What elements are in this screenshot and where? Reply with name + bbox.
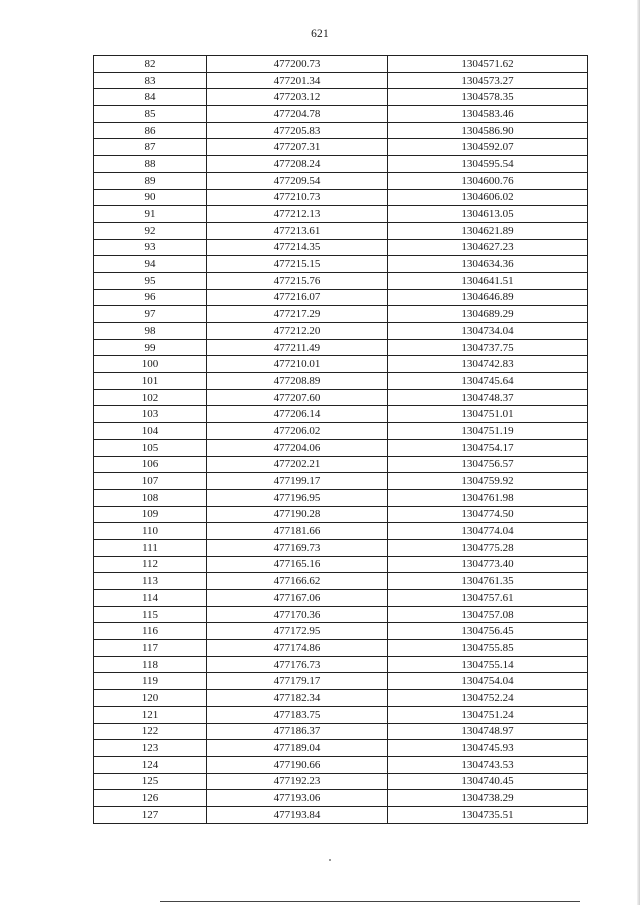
point-number-cell: 86 [94,122,207,139]
table-row [94,373,588,390]
y-coordinate-cell: 1304613.05 [388,206,588,223]
point-number-cell: 123 [94,740,207,757]
y-coordinate-cell: 1304600.76 [388,172,588,189]
y-coordinate-cell: 1304756.57 [388,456,588,473]
y-coordinate-cell: 1304595.54 [388,156,588,173]
x-coordinate-cell: 477205.83 [207,122,388,139]
y-coordinate-cell: 1304748.37 [388,389,588,406]
x-coordinate-cell: 477215.76 [207,272,388,289]
x-coordinate-cell: 477189.04 [207,740,388,757]
point-number-cell: 114 [94,590,207,607]
y-coordinate-cell: 1304754.04 [388,673,588,690]
point-number-cell: 100 [94,356,207,373]
table-row [94,573,588,590]
y-coordinate-cell: 1304573.27 [388,72,588,89]
y-coordinate-cell: 1304756.45 [388,623,588,640]
table-row [94,523,588,540]
table-row [94,673,588,690]
y-coordinate-cell: 1304761.98 [388,489,588,506]
point-number-cell: 97 [94,306,207,323]
x-coordinate-cell: 477212.13 [207,206,388,223]
y-coordinate-cell: 1304759.92 [388,473,588,490]
y-coordinate-cell: 1304752.24 [388,690,588,707]
point-number-cell: 113 [94,573,207,590]
x-coordinate-cell: 477208.89 [207,373,388,390]
table-row [94,606,588,623]
point-number-cell: 118 [94,656,207,673]
point-number-cell: 85 [94,106,207,123]
x-coordinate-cell: 477203.12 [207,89,388,106]
x-coordinate-cell: 477186.37 [207,723,388,740]
table-row [94,623,588,640]
y-coordinate-cell: 1304775.28 [388,539,588,556]
table-row [94,356,588,373]
x-coordinate-cell: 477204.06 [207,439,388,456]
point-number-cell: 90 [94,189,207,206]
table-row [94,790,588,807]
table-row [94,389,588,406]
x-coordinate-cell: 477214.35 [207,239,388,256]
x-coordinate-cell: 477210.73 [207,189,388,206]
x-coordinate-cell: 477217.29 [207,306,388,323]
table-row [94,740,588,757]
x-coordinate-cell: 477215.15 [207,256,388,273]
y-coordinate-cell: 1304606.02 [388,189,588,206]
x-coordinate-cell: 477193.06 [207,790,388,807]
x-coordinate-cell: 477166.62 [207,573,388,590]
y-coordinate-cell: 1304571.62 [388,56,588,73]
y-coordinate-cell: 1304592.07 [388,139,588,156]
table-row [94,72,588,89]
table-row [94,473,588,490]
x-coordinate-cell: 477181.66 [207,523,388,540]
x-coordinate-cell: 477190.28 [207,506,388,523]
table-row [94,156,588,173]
y-coordinate-cell: 1304745.64 [388,373,588,390]
table-row [94,323,588,340]
page-number: 621 [311,28,329,40]
table-row [94,56,588,73]
y-coordinate-cell: 1304755.85 [388,640,588,657]
point-number-cell: 88 [94,156,207,173]
point-number-cell: 120 [94,690,207,707]
y-coordinate-cell: 1304735.51 [388,806,588,823]
point-number-cell: 106 [94,456,207,473]
point-number-cell: 83 [94,72,207,89]
x-coordinate-cell: 477204.78 [207,106,388,123]
table-row [94,189,588,206]
table-row [94,506,588,523]
table-row [94,640,588,657]
y-coordinate-cell: 1304586.90 [388,122,588,139]
y-coordinate-cell: 1304646.89 [388,289,588,306]
x-coordinate-cell: 477179.17 [207,673,388,690]
x-coordinate-cell: 477201.34 [207,72,388,89]
table-row [94,106,588,123]
x-coordinate-cell: 477206.02 [207,423,388,440]
point-number-cell: 82 [94,56,207,73]
table-row [94,139,588,156]
bottom-edge-line [160,901,580,902]
y-coordinate-cell: 1304751.19 [388,423,588,440]
x-coordinate-cell: 477176.73 [207,656,388,673]
table-row [94,172,588,189]
y-coordinate-cell: 1304757.08 [388,606,588,623]
y-coordinate-cell: 1304738.29 [388,790,588,807]
point-number-cell: 95 [94,272,207,289]
table-row [94,756,588,773]
x-coordinate-cell: 477209.54 [207,172,388,189]
point-number-cell: 109 [94,506,207,523]
table-row [94,239,588,256]
y-coordinate-cell: 1304627.23 [388,239,588,256]
y-coordinate-cell: 1304634.36 [388,256,588,273]
y-coordinate-cell: 1304743.53 [388,756,588,773]
y-coordinate-cell: 1304774.50 [388,506,588,523]
point-number-cell: 92 [94,222,207,239]
x-coordinate-cell: 477193.84 [207,806,388,823]
y-coordinate-cell: 1304761.35 [388,573,588,590]
table-row [94,222,588,239]
table-row [94,656,588,673]
point-number-cell: 102 [94,389,207,406]
point-number-cell: 84 [94,89,207,106]
table-row [94,706,588,723]
x-coordinate-cell: 477212.20 [207,323,388,340]
y-coordinate-cell: 1304740.45 [388,773,588,790]
x-coordinate-cell: 477199.17 [207,473,388,490]
point-number-cell: 94 [94,256,207,273]
point-number-cell: 124 [94,756,207,773]
point-number-cell: 116 [94,623,207,640]
point-number-cell: 89 [94,172,207,189]
point-number-cell: 104 [94,423,207,440]
point-number-cell: 108 [94,489,207,506]
table-row [94,806,588,823]
x-coordinate-cell: 477207.31 [207,139,388,156]
x-coordinate-cell: 477208.24 [207,156,388,173]
y-coordinate-cell: 1304757.61 [388,590,588,607]
x-coordinate-cell: 477169.73 [207,539,388,556]
y-coordinate-cell: 1304774.04 [388,523,588,540]
y-coordinate-cell: 1304742.83 [388,356,588,373]
x-coordinate-cell: 477172.95 [207,623,388,640]
point-number-cell: 126 [94,790,207,807]
y-coordinate-cell: 1304754.17 [388,439,588,456]
coordinate-table [93,55,588,824]
table-row [94,256,588,273]
y-coordinate-cell: 1304745.93 [388,740,588,757]
point-number-cell: 87 [94,139,207,156]
x-coordinate-cell: 477206.14 [207,406,388,423]
y-coordinate-cell: 1304578.35 [388,89,588,106]
x-coordinate-cell: 477192.23 [207,773,388,790]
table-row [94,206,588,223]
x-coordinate-cell: 477165.16 [207,556,388,573]
y-coordinate-cell: 1304751.01 [388,406,588,423]
table-row [94,690,588,707]
y-coordinate-cell: 1304748.97 [388,723,588,740]
x-coordinate-cell: 477210.01 [207,356,388,373]
table-row [94,406,588,423]
x-coordinate-cell: 477200.73 [207,56,388,73]
x-coordinate-cell: 477167.06 [207,590,388,607]
point-number-cell: 112 [94,556,207,573]
point-number-cell: 110 [94,523,207,540]
x-coordinate-cell: 477190.66 [207,756,388,773]
y-coordinate-cell: 1304583.46 [388,106,588,123]
point-number-cell: 98 [94,323,207,340]
table-row [94,122,588,139]
coordinate-table-body [94,56,588,824]
y-coordinate-cell: 1304773.40 [388,556,588,573]
table-row [94,489,588,506]
table-row [94,423,588,440]
y-coordinate-cell: 1304755.14 [388,656,588,673]
point-number-cell: 96 [94,289,207,306]
x-coordinate-cell: 477207.60 [207,389,388,406]
table-row [94,590,588,607]
point-number-cell: 93 [94,239,207,256]
y-coordinate-cell: 1304621.89 [388,222,588,239]
table-row [94,456,588,473]
x-coordinate-cell: 477174.86 [207,640,388,657]
point-number-cell: 119 [94,673,207,690]
point-number-cell: 121 [94,706,207,723]
point-number-cell: 125 [94,773,207,790]
point-number-cell: 103 [94,406,207,423]
table-row [94,439,588,456]
point-number-cell: 105 [94,439,207,456]
y-coordinate-cell: 1304641.51 [388,272,588,289]
point-number-cell: 101 [94,373,207,390]
table-row [94,89,588,106]
x-coordinate-cell: 477182.34 [207,690,388,707]
x-coordinate-cell: 477213.61 [207,222,388,239]
y-coordinate-cell: 1304689.29 [388,306,588,323]
x-coordinate-cell: 477211.49 [207,339,388,356]
scan-speck [329,859,331,861]
table-row [94,539,588,556]
table-row [94,306,588,323]
point-number-cell: 122 [94,723,207,740]
point-number-cell: 117 [94,640,207,657]
x-coordinate-cell: 477196.95 [207,489,388,506]
y-coordinate-cell: 1304734.04 [388,323,588,340]
table-row [94,773,588,790]
x-coordinate-cell: 477202.21 [207,456,388,473]
point-number-cell: 91 [94,206,207,223]
table-row [94,556,588,573]
table-row [94,723,588,740]
point-number-cell: 127 [94,806,207,823]
table-row [94,289,588,306]
point-number-cell: 107 [94,473,207,490]
x-coordinate-cell: 477183.75 [207,706,388,723]
y-coordinate-cell: 1304737.75 [388,339,588,356]
point-number-cell: 99 [94,339,207,356]
point-number-cell: 111 [94,539,207,556]
table-row [94,272,588,289]
point-number-cell: 115 [94,606,207,623]
table-row [94,339,588,356]
x-coordinate-cell: 477170.36 [207,606,388,623]
y-coordinate-cell: 1304751.24 [388,706,588,723]
x-coordinate-cell: 477216.07 [207,289,388,306]
